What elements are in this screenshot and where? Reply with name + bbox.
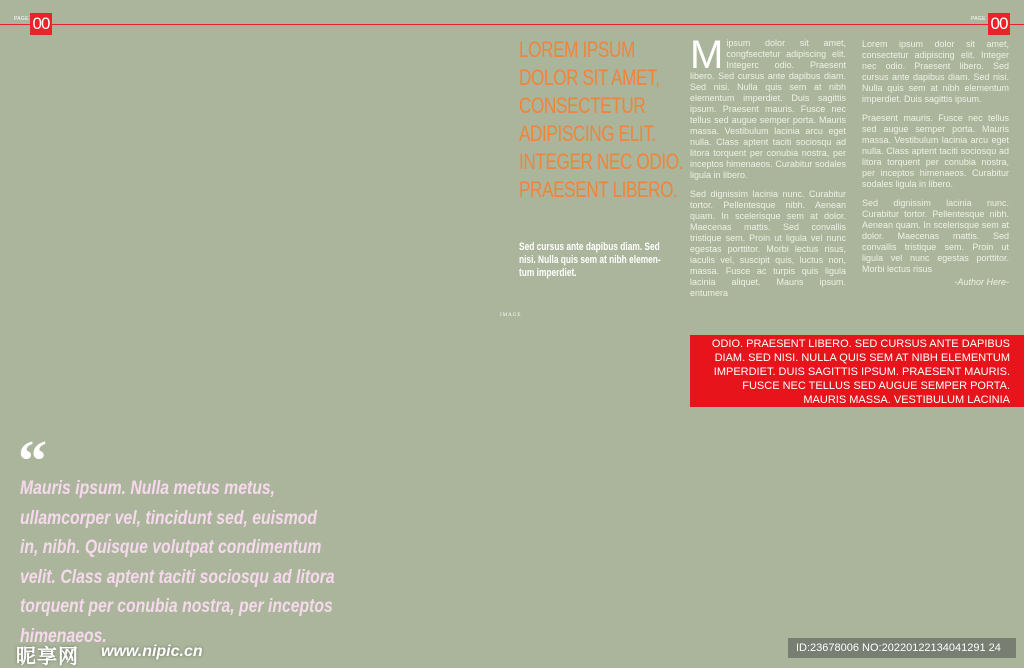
body-column-2 <box>862 39 1009 288</box>
paragraph <box>690 33 846 181</box>
paragraph-text: ipsum dolor sit amet, congfsectetur adipiscing elit. Integerc odio. Praesent libero. Sed cursus ante dapibus diam. Sed nisi. Nulla quis sem at nibh elementum imperdiet. Duis sagittis ipsum. Praesent mauris. Fusce nec tellus sed augue semper porta. Mauris massa. Vestibulum lacinia arcu eget nulla. Class aptent taciti sociosqu ad litora torquent per conubia nostra, per inceptos himenaeos. Curabitur sodales ligula in libero. <box>690 38 846 180</box>
page-number-left: 00 <box>30 13 52 35</box>
paragraph: Praesent mauris. Fusce nec tellus sed augue semper porta. Mauris massa. Vestibulum lacinia arcu eget nulla. Class aptent taciti sociosqu ad litora torquent per conubia nostra, per inceptos himenaeos. Curabitur sodales ligula in libero. <box>862 113 1009 189</box>
pull-quote: Mauris ipsum. Nulla metus metus, ullamcorper vel, tincidunt sed, euismod in, nibh. Quisque volutpat condimentum velit. Class aptent taciti sociosqu ad litora torquent per conubia nostra, per inceptos himenaeos. <box>20 478 335 647</box>
watermark-id: ID:23678006 NO:20220122134041291 24 <box>788 638 1016 658</box>
drop-cap: M <box>690 33 724 77</box>
page-label-left: PAGE <box>14 16 29 22</box>
page-number-right: 00 <box>988 13 1010 35</box>
headline: LOREM IPSUM DOLOR SIT AMET, CONSECTETUR ADIPISCING ELIT. INTEGER NEC ODIO. PRAESENT LIBERO. <box>519 37 684 202</box>
paragraph: Sed dignissim lacinia nunc. Curabitur tortor. Pellentesque nibh. Aenean quam. In scelerisque sem at dolor. Maecenas mattis. Sed convallis tristique sem. Proin ut ligula vel nunc egestas porttitor. Morbi lectus risus, iaculis vel, suscipit quis, luctus non, massa. Fusce ac turpis quis ligula lacinia aliquet. Mauris ipsum. entumera <box>690 189 846 298</box>
author-credit: -Author Here- <box>954 277 1009 287</box>
subheadline: Sed cursus ante dapibus diam. Sed nisi. Nulla quis sem at nibh elemen-tum imperdiet. <box>519 241 661 279</box>
paragraph: Lorem ipsum dolor sit amet, consectetur adipiscing elit. Integer nec odio. Praesent libero. Sed cursus ante dapibus diam. Sed nisi. Nulla quis sem at nibh elementum imperdiet. Duis sagittis ipsum. <box>862 39 1009 104</box>
body-column-1 <box>690 33 846 307</box>
watermark-url: www.nipic.cn <box>101 643 203 660</box>
paragraph: Sed dignissim lacinia nunc. Curabitur tortor. Pellentesque nibh. Aenean quam. In scelerisque sem at dolor. Maecenas mattis. Sed convallis tristique sem. Proin ut ligula vel nunc egestas porttitor. Morbi lectus risus <box>862 198 1009 274</box>
callout-box <box>690 335 1024 407</box>
watermark-logo: 昵享网 <box>16 646 79 668</box>
quote-mark-icon: “ <box>18 428 47 493</box>
image-placeholder-label: IMAGE <box>500 313 522 318</box>
page-label-right: PAGE <box>971 16 986 22</box>
callout-text: ODIO. PRAESENT LIBERO. SED CURSUS ANTE DAPIBUS DIAM. SED NISI. NULLA QUIS SEM AT NIBH ELEMENTUM IMPERDIET. DUIS SAGITTIS IPSUM. PRAESENT MAURIS. FUSCE NEC TELLUS SED AUGUE SEMPER PORTA. MAURIS MASSA. VESTIBULUM LACINIA <box>711 338 1010 406</box>
top-rule <box>0 24 1024 25</box>
